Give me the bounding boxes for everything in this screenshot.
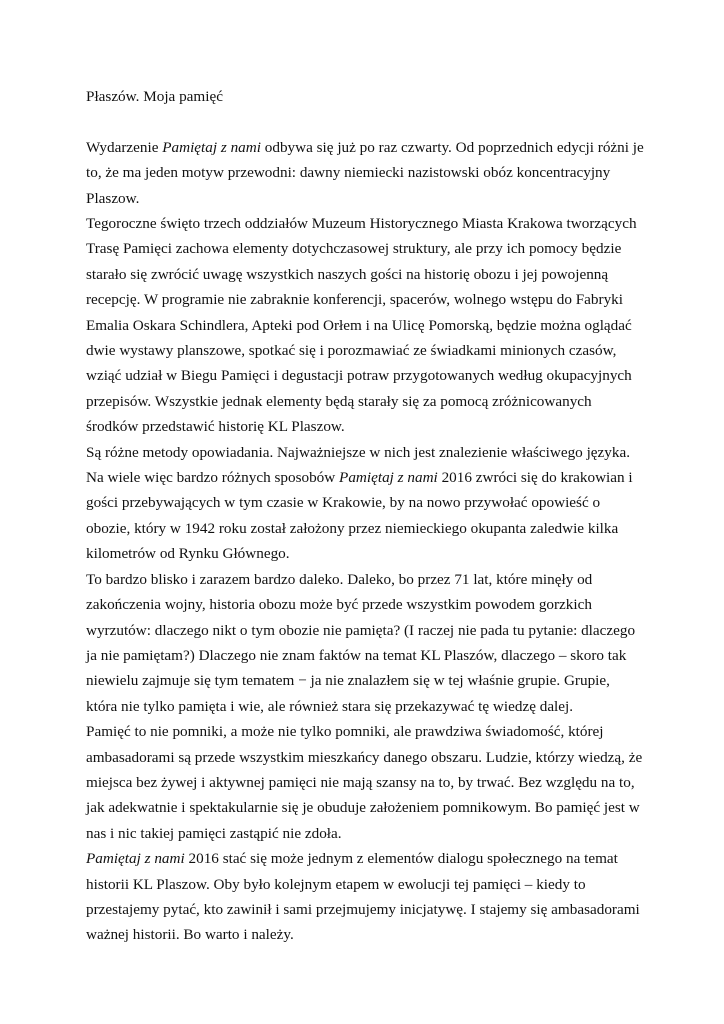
paragraph-text: Są różne metody opowiadania. Najważniejsze w nich jest znalezienie właściwego języka. Na wiele więc bardzo różnych sposobów [86,443,630,487]
paragraph [86,211,644,440]
paragraph [86,567,644,719]
event-name-italic: Pamiętaj z nami [339,469,438,487]
paragraph-text: Tegoroczne święto trzech oddziałów Muzeum Historycznego Miasta Krakowa tworzących Trasę Pamięci zachowa elementy dotychczasowej struktury, ale przy ich pomocy będzie starało się zwrócić uwagę wszystkich naszych gości na historię obozu i jej powojenną recepcję. W programie nie zabraknie konferencji, spacerów, wolnego wstępu do Fabryki Emalia Oskara Schindlera, Apteki pod Orłem i na Ulicę Pomorską, będzie można oglądać dwie wystawy planszowe, spotkać się i porozmawiać ze świadkami minionych czasów, wziąć udział w Biegu Pamięci i degustacji potraw przygotowanych według okupacyjnych przepisów. Wszystkie jednak elementy będą starały się za pomocą zróżnicowanych środków przedstawić historię KL Plaszow. [86,215,637,436]
paragraph-text: odbywa się już po raz czwarty. Od poprzednich edycji różni je to, że ma jeden motyw przewodni: dawny niemiecki nazistowski obóz koncentracyjny Plaszow. [86,138,644,207]
paragraph-text: 2016 stać się może jednym z elementów dialogu społecznego na temat historii KL Plaszow. Oby było kolejnym etapem w ewolucji tej pamięci – kiedy to przestajemy pytać, kto zawinił i sami przejmujemy inicjatywę. I stajemy się ambasadorami ważnej historii. Bo warto i należy. [86,850,640,944]
paragraph [86,135,644,211]
document-page [86,84,644,948]
event-name-italic: Pamiętaj z nami [86,850,185,868]
paragraph [86,440,644,567]
paragraph [86,846,644,948]
paragraph [86,719,644,846]
paragraph-text: To bardzo blisko i zarazem bardzo daleko. Daleko, bo przez 71 lat, które minęły od zakończenia wojny, historia obozu może być przede wszystkim powodem gorzkich wyrzutów: dlaczego nikt o tym obozie nie pamięta? (I raczej nie pada tu pytanie: dlaczego ja nie pamiętam?) Dlaczego nie znam faktów na temat KL Plaszów, dlaczego – skoro tak niewielu zajmuje się tym tematem − ja nie znalazłem się w tej właśnie grupie. Grupie, która nie tylko pamięta i wie, ale również stara się przekazywać tę wiedzę dalej. [86,570,636,715]
paragraph-text: Wydarzenie [86,138,163,156]
document-title: Płaszów. Moja pamięć [86,88,223,105]
document-body [86,135,644,948]
event-name-italic: Pamiętaj z nami [162,138,261,156]
paragraph-text: Pamięć to nie pomniki, a może nie tylko pomniki, ale prawdziwa świadomość, której ambasadorami są przede wszystkim mieszkańcy danego obszaru. Ludzie, którzy wiedzą, że miejsca bez żywej i aktywnej pamięci nie mają szansy na to, by trwać. Bez względu na to, jak adekwatnie i spektakularnie się je obuduje założeniem pomnikowym. Bo pamięć jest w nas i nic takiej pamięci zastąpić nie zdoła. [86,723,643,842]
paragraph-text: 2016 zwróci się do krakowian i gości przebywających w tym czasie w Krakowie, by na nowo przywołać opowieść o obozie, który w 1942 roku został założony przez niemieckiego okupanta zaledwie kilka kilometrów od Rynku Głównego. [86,469,633,563]
